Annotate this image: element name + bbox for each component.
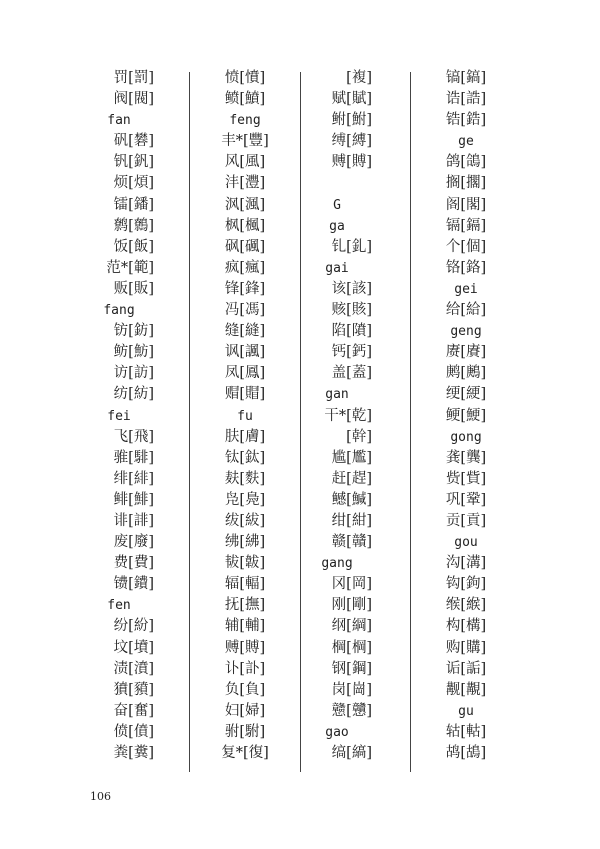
pinyin-heading: gang [321,556,353,572]
character-entry: [幹] [346,428,372,445]
column-4 [411,68,521,764]
character-entry: 凫[鳧] [224,491,266,508]
character-entry: 锆[鋯] [445,112,487,129]
character-entry: 妇[婦] [224,702,266,719]
pinyin-heading: gu [458,703,474,719]
character-entry: 赣[贛] [331,534,372,551]
character-entry: 刚[剛] [331,597,372,614]
pinyin-heading: feng [229,113,261,129]
character-entry: 贩[販] [113,280,154,297]
character-entry: 赓[賡] [445,344,487,361]
character-entry: 复*[復] [221,745,269,761]
character-entry: 赋[賦] [331,91,372,108]
character-entry: 负[負] [224,681,266,698]
character-entry: 废[廢] [113,534,154,551]
character-entry: 鸪[鴣] [445,745,487,761]
character-entry: 钙[鈣] [331,344,372,361]
character-entry: 缚[縛] [331,133,372,150]
character-entry: 缝[縫] [224,323,266,340]
character-entry: 渍[濆] [113,660,154,677]
character-entry: 风[風] [224,154,266,171]
character-entry: 赀[貲] [445,470,487,487]
character-entry: 钩[鉤] [445,576,487,593]
character-entry: 铬[鉻] [445,259,487,276]
character-entry: 觏[覯] [445,681,487,698]
character-entry: 赗[賵] [224,386,266,403]
character-entry: 肤[膚] [224,428,266,445]
column-3 [262,68,372,764]
character-entry: 购[購] [445,639,487,656]
character-entry: 鹒[鶊] [445,365,487,382]
blank-line [262,173,372,194]
column-1 [44,68,154,764]
character-entry: 范*[範] [106,259,154,276]
character-entry: 饭[飯] [113,238,154,255]
character-entry: 诽[誹] [113,512,154,529]
character-entry: 沣[灃] [224,175,266,192]
character-entry: 赅[賅] [331,302,372,319]
pinyin-heading: fan [107,113,131,129]
character-entry: 钛[鈦] [224,449,266,466]
character-entry: 绋[紼] [224,534,266,551]
character-entry: 搁[擱] [445,175,487,192]
character-entry: 钢[鋼] [331,660,372,677]
character-entry: 鲠[鯁] [445,407,487,424]
character-entry: 罚[罰] [113,70,154,86]
character-entry: 讣[訃] [224,660,266,677]
character-entry: 鲋[鮒] [331,112,372,129]
pinyin-heading: fu [237,408,253,424]
character-entry: 诟[詬] [445,660,487,677]
character-entry: 纷[紛] [113,618,154,635]
pinyin-heading: fen [107,598,131,614]
character-entry: 疯[瘋] [224,259,266,276]
character-entry: 赙[賻] [331,154,372,171]
character-entry: 镉[鎘] [445,217,487,234]
character-entry: 獖[豶] [113,681,154,698]
pinyin-heading: fei [107,408,131,424]
character-entry: 轱[軲] [445,723,487,740]
character-entry: 阁[閣] [445,196,487,213]
character-entry: 陷[隫] [331,323,372,340]
character-entry: 纲[綱] [331,618,372,635]
character-entry: 烦[煩] [113,175,154,192]
character-entry: 钒[釩] [113,154,154,171]
character-entry: 镐[鎬] [445,70,487,86]
character-entry: 戆[戇] [331,702,372,719]
character-entry: 巩[鞏] [445,491,487,508]
character-entry: [複] [346,70,372,86]
character-entry: 给[給] [445,302,487,319]
character-entry: 纺[紡] [113,386,154,403]
character-entry: 缟[縞] [331,745,372,761]
character-entry: 盖[蓋] [331,365,372,382]
character-entry: 韨[韍] [224,555,266,572]
pinyin-heading: geng [450,324,482,340]
character-entry: 钆[釓] [331,238,372,255]
character-entry: 赶[趕] [331,470,372,487]
character-entry: 粪[糞] [113,745,154,761]
pinyin-heading: gong [450,429,482,445]
pinyin-heading: gai [325,260,349,276]
character-entry: 鹩[鷯] [113,217,154,234]
character-entry: 钫[鈁] [113,323,154,340]
character-entry: 辐[輻] [224,576,266,593]
character-entry: 鲂[魴] [113,344,154,361]
character-entry: 愤[憤] [224,70,266,86]
character-entry: 绯[緋] [113,470,154,487]
character-entry: 凤[鳳] [224,365,266,382]
character-entry: 奋[奮] [113,702,154,719]
pinyin-heading: ge [458,134,474,150]
character-entry: 尴[尷] [331,449,372,466]
character-entry: 鸽[鴿] [445,154,487,171]
character-entry: 鳡[鰔] [331,491,372,508]
character-entry: 诰[誥] [445,91,487,108]
character-entry: 讽[諷] [224,344,266,361]
character-entry: 贡[貢] [445,512,487,529]
character-entry: 棡[棡] [331,639,372,656]
pinyin-heading: fang [103,303,135,319]
pinyin-heading: ga [329,218,345,234]
character-entry: 镭[鐇] [113,196,154,213]
character-entry: 枫[楓] [224,217,266,234]
character-entry: 丰*[豐] [221,133,269,150]
character-entry: 沟[溝] [445,555,487,572]
character-entry: 鲼[鱝] [224,91,266,108]
pinyin-heading: gou [454,535,478,551]
character-entry: 干*[乾] [324,407,372,424]
letter-heading: G [333,197,341,213]
character-entry: 锋[鋒] [224,280,266,297]
character-entry: 镄[鐨] [113,576,154,593]
character-entry: 阀[閥] [113,91,154,108]
character-entry: 个[個] [445,238,487,255]
character-entry: 沨[渢] [224,196,266,213]
character-entry: 岗[崗] [331,681,372,698]
character-entry: 冯[馮] [224,302,266,319]
character-entry: 该[該] [331,280,372,297]
character-entry: 坟[墳] [113,639,154,656]
character-entry: 矾[礬] [113,133,154,150]
character-entry: 绀[紺] [331,512,372,529]
character-entry: 构[構] [445,618,487,635]
character-entry: 麸[麩] [224,470,266,487]
character-entry: 砜[碸] [224,238,266,255]
character-entry: 冈[岡] [331,576,372,593]
character-entry: 偾[僨] [113,723,154,740]
pinyin-heading: gei [454,281,478,297]
character-entry: 缑[緱] [445,597,487,614]
character-entry: 费[費] [113,555,154,572]
character-entry: 鲱[鯡] [113,491,154,508]
pinyin-heading: gao [325,724,349,740]
character-entry: 骓[騑] [113,449,154,466]
character-entry: 抚[撫] [224,597,266,614]
character-entry: 访[訪] [113,365,154,382]
character-entry: 赙[賻] [224,639,266,656]
character-entry: 飞[飛] [113,428,154,445]
character-entry: 驸[駙] [224,723,266,740]
page-number: 106 [90,790,111,803]
character-entry: 绂[紱] [224,512,266,529]
pinyin-heading: gan [325,387,349,403]
character-entry: 龚[龔] [445,449,487,466]
character-entry: 绠[綆] [445,386,487,403]
character-entry: 辅[輔] [224,618,266,635]
